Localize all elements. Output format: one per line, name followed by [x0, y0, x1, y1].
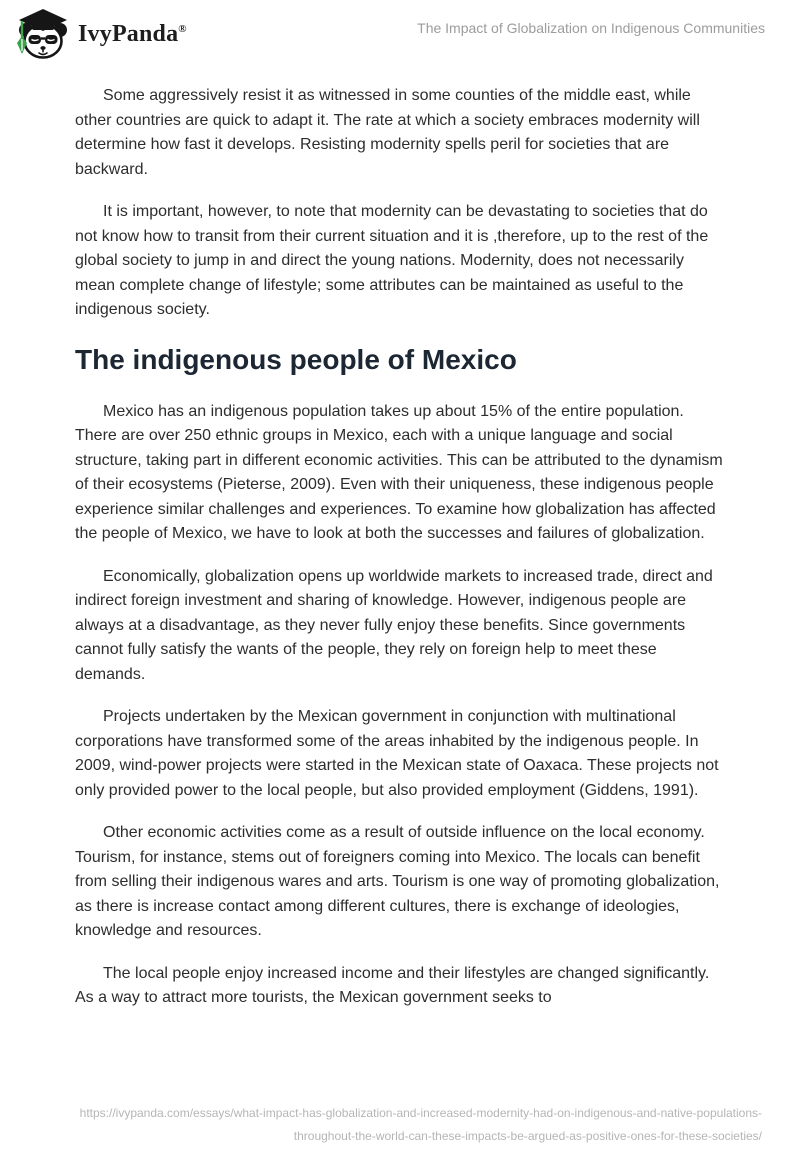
source-url: https://ivypanda.com/essays/what-impact-has-globalization-and-increased-modernity-had-on-indigenous-and-native-populations-throughout-the-world-can-these-impacts-be-argued-as-positive-ones-for-these-societies/ — [79, 1106, 762, 1143]
article-paragraph: Other economic activities come as a result of outside influence on the local economy. Tourism, for instance, stems out of foreigners coming into Mexico. The locals can benefit from selling their indigenous wares and arts. Tourism is one way of promoting globalization, as there is increase contact among different cultures, there is exchange of ideologies, knowledge and resources. — [75, 824, 720, 939]
brand-text: IvyPanda — [78, 20, 179, 47]
panda-graduate-icon — [14, 8, 70, 60]
article-paragraph: Some aggressively resist it as witnessed in some counties of the middle east, while other countries are quick to adapt it. The rate at which a society embraces modernity will determine how fast it develops. Resisting modernity spells peril for societies that are backward. — [75, 87, 700, 178]
section-heading: The indigenous people of Mexico — [75, 343, 517, 375]
ivypanda-logo — [14, 8, 187, 60]
brand-name — [78, 21, 187, 48]
article-paragraph: Mexico has an indigenous population takes up about 15% of the entire population. There are over 250 ethnic groups in Mexico, each with a unique language and social structure, taking part in different economic activities. This can be attributed to the dynamism of their ecosystems (Pieterse, 2009). Even with their uniqueness, these indigenous people experience similar challenges and experiences. To examine how globalization has affected the people of Mexico, we have to look at both the successes and failures of globalization. — [75, 402, 723, 542]
page-header — [0, 0, 800, 66]
article-paragraph: Projects undertaken by the Mexican government in conjunction with multinational corporations have transformed some of the areas inhabited by the indigenous people. In 2009, wind-power projects were started in the Mexican state of Oaxaca. These projects not only provided power to the local people, but also provided employment (Giddens, 1991). — [75, 708, 719, 799]
article-paragraph: Economically, globalization opens up worldwide markets to increased trade, direct and indirect foreign investment and sharing of knowledge. However, indigenous people are always at a disadvantage, as they never fully enjoy these benefits. Since governments cannot fully satisfy the wants of the people, they rely on foreign help to meet these demands. — [75, 567, 713, 683]
article-paragraph: The local people enjoy increased income and their lifestyles are changed significantly. As a way to attract more tourists, the Mexican government seeks to — [75, 964, 710, 1006]
article-paragraph: It is important, however, to note that modernity can be devastating to societies that do not know how to transit from their current situation and it is ,therefore, up to the rest of the global society to jump in and direct the young nations. Modernity, does not necessarily mean complete change of lifestyle; some attributes can be maintained as useful to the indigenous society. — [75, 203, 709, 318]
article-body — [75, 84, 725, 1011]
registered-trademark: ® — [178, 22, 187, 35]
document-title: The Impact of Globalization on Indigenous Communities — [417, 20, 765, 36]
